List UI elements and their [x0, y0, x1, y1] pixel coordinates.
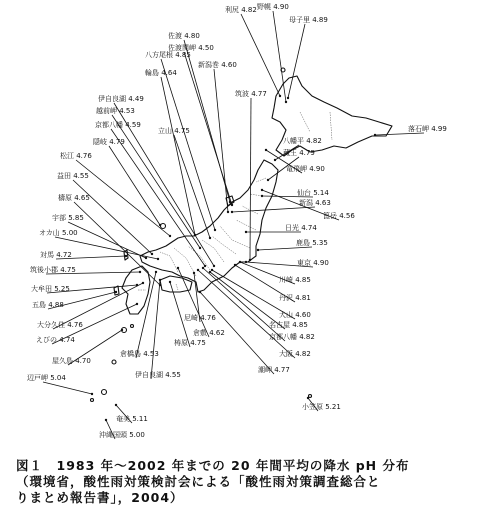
station-leader-line — [214, 69, 228, 212]
ryukyu-island — [91, 399, 94, 402]
okinawa-island — [102, 390, 107, 395]
leader-lines — [43, 11, 424, 439]
caption-line-3: りまとめ報告書」，2004） — [16, 490, 184, 505]
station-label: 佐渡 4.80 — [168, 32, 200, 40]
station-dot — [211, 269, 213, 271]
station-label: 松江 4.76 — [60, 152, 92, 160]
station-leader-line — [250, 98, 251, 260]
figure-caption — [16, 458, 488, 506]
station-label: 越前岬 4.53 — [96, 107, 135, 115]
station-dot — [245, 261, 247, 263]
station-leader-line — [375, 133, 424, 135]
station-dot — [239, 261, 241, 263]
caption-line-2: （環境省，酸性雨対策検討会による「酸性雨対策調査総合と — [16, 474, 381, 489]
station-label: 利尻 4.82 — [225, 6, 257, 14]
station-label: 対馬 4.72 — [40, 251, 72, 259]
station-label: 大牟田 5.25 — [31, 285, 70, 293]
station-label: 隠岐 4.79 — [93, 138, 125, 146]
station-label: 五島 4.88 — [32, 301, 64, 309]
station-label: 日光 4.74 — [285, 224, 317, 232]
station-dot — [202, 267, 204, 269]
station-dot — [142, 282, 144, 284]
station-label: えびの 4.74 — [36, 336, 75, 344]
station-label: 名古屋 4.85 — [269, 321, 308, 329]
station-label: 益田 4.55 — [57, 172, 89, 180]
tanegashima-island — [131, 325, 134, 328]
station-label: 屋久島 4.70 — [52, 357, 91, 365]
station-dot — [125, 255, 127, 257]
station-dot — [213, 265, 215, 267]
station-dot — [261, 195, 263, 197]
station-leader-line — [178, 268, 209, 337]
station-leader-line — [273, 11, 286, 102]
station-dot — [159, 224, 161, 226]
station-dot — [265, 149, 267, 151]
station-dot — [374, 134, 376, 136]
station-dot — [91, 393, 93, 395]
station-label: 佐渡関岬 4.50 — [168, 44, 214, 52]
station-leader-line — [43, 382, 92, 394]
station-label: 箟岳 4.56 — [323, 212, 355, 220]
station-label: 新潟巻 4.60 — [198, 61, 237, 69]
station-dot — [115, 404, 117, 406]
station-dot — [177, 267, 179, 269]
station-label: 鹿島 5.35 — [296, 239, 328, 247]
station-label: 丹沢 4.81 — [279, 294, 311, 302]
station-label: 宇部 5.85 — [52, 214, 84, 222]
station-label: 京都八幡 4.82 — [269, 333, 315, 341]
station-dot — [229, 201, 231, 203]
station-leader-line — [68, 222, 146, 258]
station-label: 倉敷 4.62 — [193, 329, 225, 337]
station-dot — [209, 237, 211, 239]
station-leader-line — [109, 146, 160, 225]
station-label: 大阪 4.82 — [279, 350, 311, 358]
station-label: 八幡平 4.82 — [283, 137, 322, 145]
station-label: 竜飛岬 4.90 — [286, 165, 325, 173]
station-dot — [204, 265, 206, 267]
station-dot — [136, 303, 138, 305]
station-dot — [145, 257, 147, 259]
station-dot — [157, 258, 159, 260]
station-dot — [214, 229, 216, 231]
station-leader-line — [161, 77, 195, 235]
station-dot — [227, 211, 229, 213]
station-label: 八方尾根 4.85 — [145, 51, 191, 59]
station-dot — [274, 159, 276, 161]
oki-island — [161, 224, 166, 229]
station-dot — [121, 329, 123, 331]
station-dot — [307, 397, 309, 399]
station-label: 大分久住 4.76 — [37, 321, 83, 329]
station-label: 東京 4.90 — [297, 259, 329, 267]
station-dot — [257, 249, 259, 251]
station-dot — [169, 235, 171, 237]
station-dot — [197, 269, 199, 271]
station-dot — [139, 271, 141, 273]
station-label: 筑後小郡 4.75 — [30, 266, 76, 274]
station-label: 尼崎 4.76 — [184, 314, 216, 322]
station-leader-line — [241, 14, 280, 96]
station-dot — [231, 204, 233, 206]
station-label: 倉橋島 4.53 — [120, 350, 159, 358]
station-label: 奄美 5.11 — [116, 415, 148, 423]
station-dot — [155, 271, 157, 273]
station-dot — [245, 231, 247, 233]
station-dot — [285, 101, 287, 103]
station-label: 野幌 4.90 — [257, 3, 289, 11]
station-label: 仙台 5.14 — [297, 189, 329, 197]
station-label: 小笠原 5.21 — [302, 403, 341, 411]
station-label: 檮原 4.65 — [58, 194, 90, 202]
station-label: 梼原 4.75 — [174, 339, 206, 347]
amami-island — [112, 360, 116, 364]
station-dot — [249, 259, 251, 261]
station-dot — [194, 234, 196, 236]
station-dot — [231, 211, 233, 213]
station-label: 筑波 4.77 — [235, 90, 267, 98]
station-dot — [136, 284, 138, 286]
station-dot — [193, 272, 195, 274]
station-label: 京都八幡 4.59 — [95, 121, 141, 129]
station-label: 辺戸岬 5.04 — [27, 374, 66, 382]
station-dot — [159, 279, 161, 281]
station-label: 母子里 4.89 — [289, 16, 328, 24]
station-label: 立山 4.75 — [158, 127, 190, 135]
station-label: 蔵王 4.79 — [283, 149, 315, 157]
station-dot — [115, 291, 117, 293]
station-label: オカ山 5.00 — [39, 229, 78, 237]
station-dot — [209, 271, 211, 273]
station-dot — [199, 291, 201, 293]
station-label: 新潟 4.63 — [299, 199, 331, 207]
station-dot — [151, 253, 153, 255]
station-label: 犬山 4.60 — [279, 311, 311, 319]
ogasawara-island — [309, 395, 312, 398]
station-label: 川崎 4.85 — [279, 276, 311, 284]
station-dot — [159, 284, 161, 286]
station-label: 沖縄国頭 5.00 — [99, 431, 145, 439]
station-dots — [91, 95, 376, 421]
station-dot — [267, 179, 269, 181]
station-label: 落石岬 4.99 — [408, 125, 447, 133]
caption-line-1: 図１ 1983 年～2002 年までの 20 年間平均の降水 pH 分布 — [16, 458, 410, 473]
station-dot — [261, 189, 263, 191]
station-label: 潮岬 4.77 — [258, 366, 290, 374]
station-leader-line — [232, 207, 315, 212]
station-label: 輪島 4.64 — [145, 69, 177, 77]
station-dot — [287, 97, 289, 99]
station-label: 伊自良湖 4.55 — [135, 371, 181, 379]
station-leader-line — [151, 280, 160, 379]
station-dot — [234, 264, 236, 266]
station-dot — [199, 247, 201, 249]
station-leader-line — [258, 247, 312, 250]
station-label: 伊自良湖 4.49 — [98, 95, 144, 103]
station-dot — [279, 95, 281, 97]
station-dot — [105, 419, 107, 421]
station-dot — [169, 281, 171, 283]
station-leader-line — [111, 129, 205, 266]
